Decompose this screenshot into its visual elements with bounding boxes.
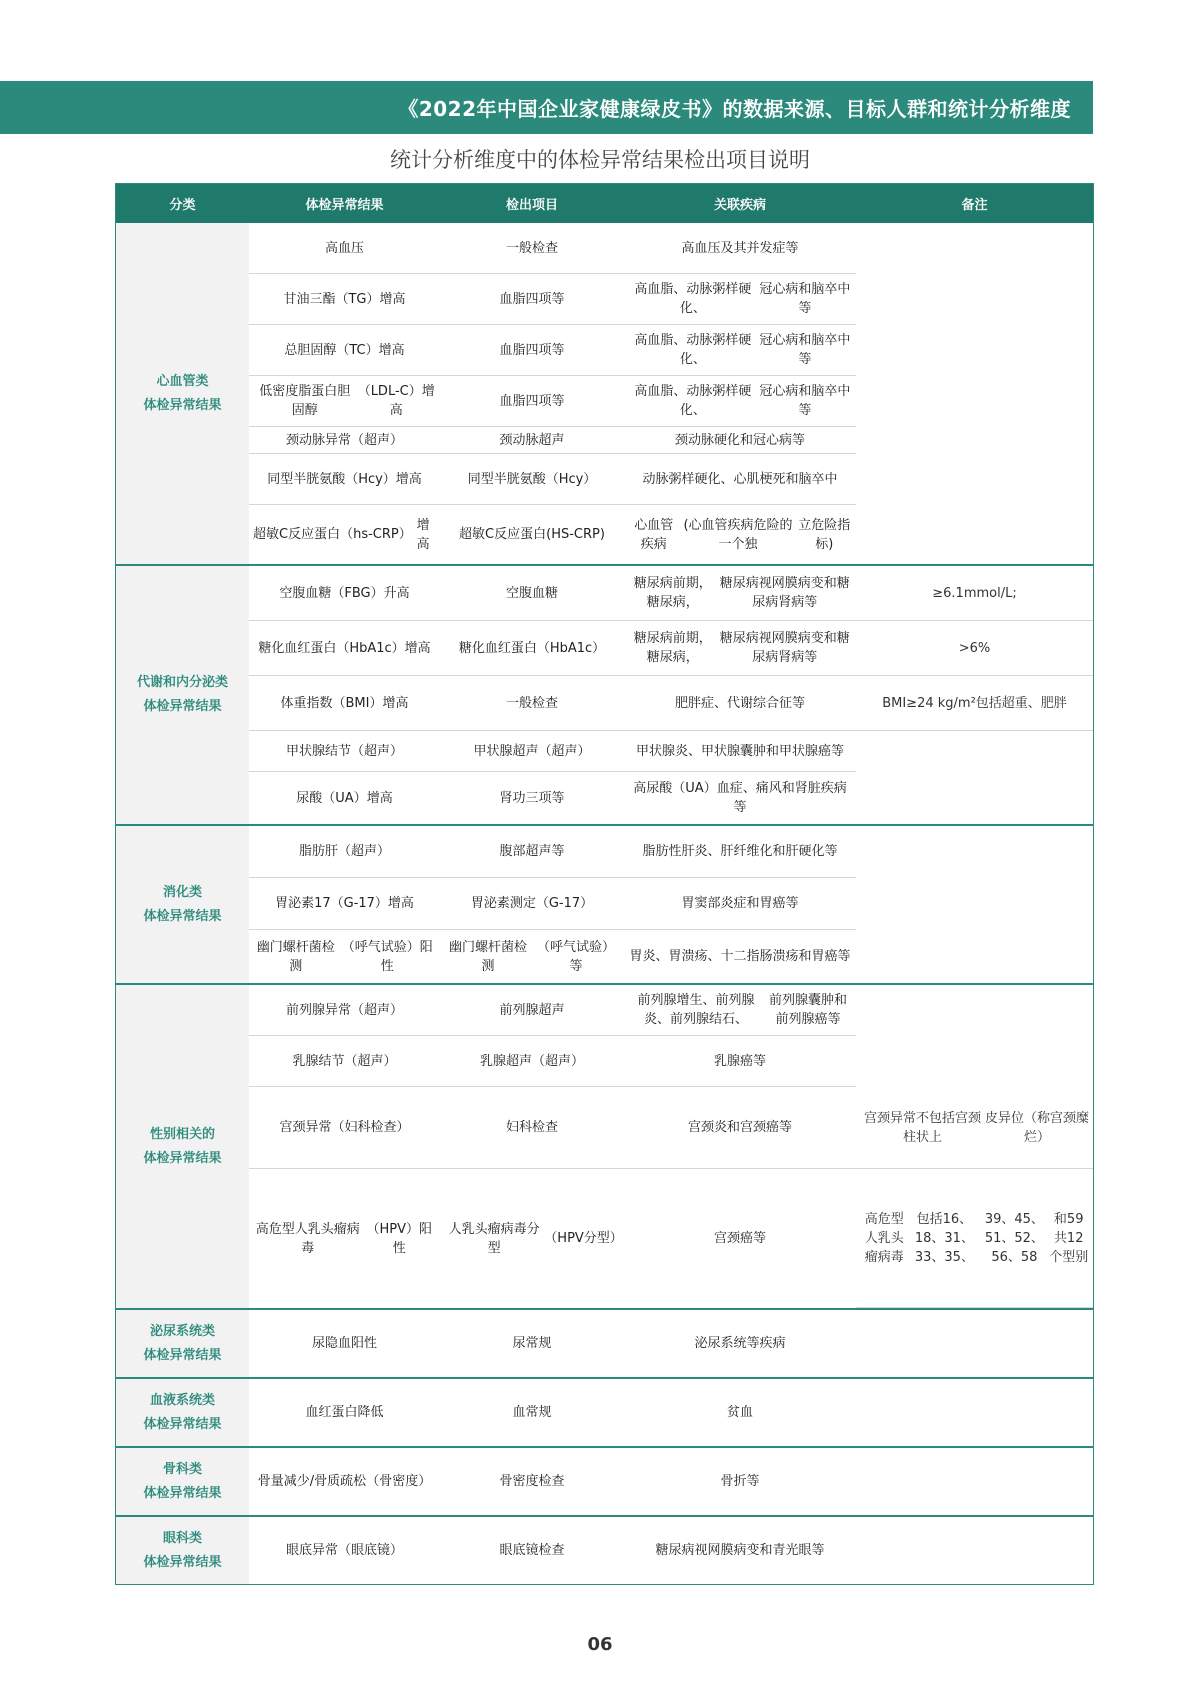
- text-line: 包括16、18、31、33、35、: [914, 1211, 974, 1265]
- result-cell: [249, 1169, 440, 1308]
- text-line: 糖尿病视网膜病变和青光眼等: [655, 1543, 825, 1558]
- disease-cell: [624, 826, 856, 877]
- note-cell: [856, 930, 1093, 983]
- text-line: 甘油三酯（TG）增高: [283, 291, 406, 307]
- category-group: [116, 1377, 1093, 1446]
- text-line: 动脉粥样硬化、心: [642, 471, 747, 487]
- disease-cell: [624, 1310, 856, 1377]
- text-line: 眼底异常（眼底镜）: [285, 1543, 403, 1558]
- text-line: 高血压及其并发症等: [681, 240, 799, 256]
- text-line: 心血管类: [156, 373, 209, 389]
- text-line: （呼气试验）等: [536, 939, 615, 974]
- table-row: [249, 505, 1093, 564]
- text-line: 和59共12个型别: [1049, 1211, 1089, 1265]
- text-line: 体检异常结果: [143, 908, 222, 924]
- result-cell: [249, 985, 440, 1035]
- category-cell: [116, 1379, 249, 1446]
- text-line: 血脂四项等: [499, 342, 565, 358]
- text-line: 高血脂、动脉粥样硬化、: [634, 333, 752, 367]
- table-row: [249, 731, 1093, 772]
- text-line: 颈动脉异常（超声）: [285, 432, 403, 448]
- text-line: 泌尿系统等疾病: [694, 1336, 786, 1351]
- text-line: (HS-CRP): [546, 527, 605, 542]
- text-line: BMI≥24 kg/m²: [882, 695, 976, 711]
- text-line: 肥胖症、代谢综合征等: [674, 695, 805, 711]
- item-cell: [440, 1169, 624, 1308]
- disease-cell: [624, 1448, 856, 1515]
- text-line: 颈动脉硬化和冠心病等: [674, 432, 805, 448]
- text-line: 眼科类: [162, 1530, 202, 1546]
- note-cell: [856, 274, 1093, 325]
- table-row: [249, 621, 1093, 676]
- item-cell: [440, 772, 624, 824]
- disease-cell: [624, 1169, 856, 1308]
- text-line: 前列腺囊肿和前列腺癌等: [768, 993, 847, 1027]
- item-cell: [440, 223, 624, 273]
- text-line: 体检异常结果: [143, 397, 222, 413]
- text-line: （呼气试验）阳性: [341, 939, 433, 974]
- result-cell: [249, 223, 440, 273]
- category-cell: [116, 985, 249, 1308]
- text-line: 糖化血红蛋白: [458, 640, 537, 656]
- result-cell: [249, 621, 440, 675]
- text-line: 尿隐血阳性: [311, 1336, 377, 1351]
- result-cell: [249, 1310, 440, 1377]
- disease-cell: [624, 1517, 856, 1584]
- text-line: 同型半胱氨酸（Hcy）: [467, 471, 597, 487]
- item-cell: [440, 454, 624, 504]
- text-line: 腹部超声等: [499, 844, 565, 859]
- category-group: [116, 1446, 1093, 1515]
- disease-cell: [624, 505, 856, 564]
- note-cell: [856, 772, 1093, 824]
- result-cell: [249, 1517, 440, 1584]
- item-cell: [440, 1087, 624, 1168]
- note-cell: [856, 1310, 1093, 1377]
- disease-cell: [624, 454, 856, 504]
- item-cell: [440, 621, 624, 675]
- text-line: 前列腺增生、前列腺炎、前列腺结石、: [637, 993, 755, 1027]
- note-cell: [856, 1517, 1093, 1584]
- category-cell: [116, 223, 249, 564]
- text-line: 十二指肠溃疡和胃癌等: [720, 949, 851, 964]
- table-row: [249, 772, 1093, 824]
- text-line: 体检异常结果: [143, 699, 222, 714]
- text-line: 宫颈癌等: [713, 1231, 766, 1246]
- result-cell: [249, 1448, 440, 1515]
- text-line: 冠心病和脑卒中等: [759, 384, 851, 418]
- note-cell: [856, 505, 1093, 564]
- table-row: [249, 223, 1093, 274]
- text-line: 超敏C反应蛋白（hs-CRP）: [253, 527, 412, 542]
- text-line: 乳腺超声（超声）: [479, 1053, 584, 1069]
- category-cell: [116, 826, 249, 983]
- note-cell: [856, 1036, 1093, 1087]
- table-row: [249, 325, 1093, 376]
- text-line: 39、45、51、52、56、58: [984, 1211, 1044, 1265]
- disease-cell: [624, 1379, 856, 1446]
- text-line: 宫颈异常（妇科检查）: [279, 1120, 410, 1135]
- text-line: 糖尿病前期，糖尿病，: [633, 631, 712, 665]
- result-cell: [249, 930, 440, 983]
- text-line: 一般检查: [505, 695, 558, 711]
- text-line: 体检异常结果: [143, 1347, 222, 1363]
- category-group: [116, 1308, 1093, 1377]
- item-cell: [440, 325, 624, 375]
- text-line: 贫血: [726, 1405, 753, 1420]
- text-line: 脂肪性肝炎、肝纤维化和肝硬化等: [642, 844, 838, 859]
- text-line: 高尿酸（UA）血症、痛风和肾脏疾病等: [633, 781, 847, 815]
- disease-cell: [624, 878, 856, 929]
- abnormal-results-table: [115, 183, 1094, 1585]
- table-row: [249, 985, 1093, 1036]
- text-line: 消化类: [162, 884, 202, 900]
- text-line: 乳腺癌等: [713, 1053, 766, 1069]
- text-line: 血常规: [512, 1405, 552, 1420]
- note-cell: [856, 1087, 1093, 1169]
- text-line: 性别相关的: [149, 1126, 215, 1142]
- table-title: 统计分析维度中的体检异常结果检出项目说明: [390, 148, 810, 172]
- text-line: 空腹血糖: [505, 585, 558, 601]
- disease-cell: [624, 274, 856, 324]
- note-cell: [856, 223, 1093, 274]
- result-cell: [249, 772, 440, 824]
- text-line: 脂肪肝（超声）: [298, 844, 390, 859]
- text-line: 骨量减少/骨质疏松: [257, 1474, 367, 1489]
- text-line: 尿酸（UA）增高: [296, 790, 393, 806]
- category-cell: [116, 1310, 249, 1377]
- note-cell: [856, 1448, 1093, 1515]
- item-cell: [440, 930, 624, 983]
- text-line: 颈动脉超声: [499, 432, 565, 448]
- disease-cell: [624, 325, 856, 375]
- text-line: ≥6.1mmol/L;: [932, 585, 1017, 601]
- result-cell: [249, 731, 440, 771]
- disease-cell: [624, 1087, 856, 1168]
- text-line: 宫颈异常不包括宫颈柱状上: [863, 1110, 981, 1145]
- result-cell: [249, 826, 440, 877]
- text-line: 高危型人乳头瘤病毒: [255, 1221, 360, 1256]
- item-cell: [440, 427, 624, 453]
- category-group: [116, 1515, 1093, 1584]
- result-cell: [249, 274, 440, 324]
- item-cell: [440, 826, 624, 877]
- text-line: 前列腺超声: [499, 1002, 565, 1018]
- note-cell: [856, 731, 1093, 772]
- table-row: [249, 427, 1093, 454]
- item-cell: [440, 985, 624, 1035]
- text-line: 骨科类: [162, 1461, 202, 1477]
- text-line: 宫颈炎和宫颈癌等: [687, 1120, 792, 1135]
- note-cell: [856, 1379, 1093, 1446]
- category-group: [116, 564, 1093, 824]
- text-line: 体检异常结果: [143, 1554, 222, 1570]
- category-group: [116, 983, 1093, 1308]
- text-line: 眼底镜检查: [499, 1543, 565, 1558]
- text-line: >6%: [958, 640, 991, 656]
- table-row: [249, 1517, 1093, 1584]
- result-cell: [249, 376, 440, 426]
- text-line: 高危型人乳头瘤病毒: [864, 1211, 904, 1265]
- table-row: [249, 1036, 1093, 1087]
- text-line: 妇科检查: [505, 1120, 558, 1135]
- text-line: 尿常规: [512, 1336, 552, 1351]
- table-row: [249, 1448, 1093, 1515]
- text-line: 胃泌素测定（G-17）: [470, 896, 594, 911]
- note-cell: [856, 985, 1093, 1036]
- item-cell: [440, 676, 624, 730]
- result-cell: [249, 454, 440, 504]
- result-cell: [249, 1087, 440, 1168]
- text-line: 空腹血糖（FBG）升高: [279, 585, 410, 601]
- text-line: 包括超重、肥胖: [975, 695, 1067, 711]
- result-cell: [249, 505, 440, 564]
- item-cell: [440, 1517, 624, 1584]
- result-cell: [249, 566, 440, 620]
- text-line: （HPV）阳性: [366, 1221, 433, 1256]
- result-cell: [249, 1036, 440, 1086]
- banner-title: 《2022年中国企业家健康绿皮书》的数据来源、目标人群和统计分析维度: [398, 97, 1071, 121]
- text-line: 甲状腺结节（超声）: [285, 743, 403, 759]
- table-row: [249, 676, 1093, 731]
- item-cell: [440, 1448, 624, 1515]
- text-line: 血脂四项等: [499, 393, 565, 409]
- text-line: 血脂四项等: [499, 291, 565, 307]
- header-category: 分类: [169, 198, 196, 213]
- result-cell: [249, 1379, 440, 1446]
- table-row: [249, 376, 1093, 427]
- table-row: [249, 1379, 1093, 1446]
- item-cell: [440, 376, 624, 426]
- category-cell: [116, 1517, 249, 1584]
- header-note: 备注: [961, 198, 988, 213]
- text-line: 低密度脂蛋白胆固醇: [259, 384, 351, 418]
- table-row: [249, 878, 1093, 930]
- text-line: 幽门螺杆菌检测: [256, 939, 335, 974]
- text-line: 同型半胱氨酸（Hcy）增高: [267, 471, 422, 487]
- note-cell: [856, 878, 1093, 930]
- disease-cell: [624, 223, 856, 273]
- result-cell: [249, 878, 440, 929]
- disease-cell: [624, 566, 856, 620]
- text-line: 泌尿系统类: [149, 1323, 215, 1339]
- item-cell: [440, 1379, 624, 1446]
- text-line: 高血脂、动脉粥样硬化、: [634, 282, 752, 316]
- table-header: [116, 184, 1093, 223]
- disease-cell: [624, 621, 856, 675]
- table-row: [249, 826, 1093, 878]
- header-item: 检出项目: [505, 198, 558, 213]
- section-banner: [0, 81, 1093, 134]
- text-line: 皮异位（称宫颈糜烂）: [984, 1110, 1089, 1145]
- text-line: （HPV分型）: [544, 1231, 623, 1246]
- text-line: 糖化血红蛋白（HbA1c）: [258, 640, 405, 656]
- table-row: [249, 930, 1093, 983]
- text-line: 骨密度检查: [499, 1474, 565, 1489]
- text-line: （LDL-C）增高: [357, 384, 435, 418]
- text-line: 胃炎、胃溃疡、: [629, 949, 721, 964]
- text-line: 人乳头瘤病毒分型: [448, 1221, 540, 1256]
- page-number: 06: [587, 1634, 613, 1655]
- item-cell: [440, 1310, 624, 1377]
- text-line: 肾功三项等: [499, 790, 565, 806]
- category-group: [116, 223, 1093, 564]
- text-line: 体检异常结果: [143, 1150, 222, 1166]
- text-line: 高血脂、动脉粥样硬化、: [634, 384, 752, 418]
- note-cell: [856, 427, 1093, 454]
- text-line: 代谢和内分泌类: [136, 675, 228, 690]
- category-cell: [116, 566, 249, 824]
- disease-cell: [624, 930, 856, 983]
- text-line: 总胆固醇（TC）增高: [284, 342, 405, 358]
- item-cell: [440, 566, 624, 620]
- text-line: 体检异常结果: [143, 1485, 222, 1501]
- result-cell: [249, 676, 440, 730]
- text-line: 肌梗死和脑卒中: [746, 471, 838, 487]
- text-line: 一般检查: [505, 240, 558, 256]
- note-cell: [856, 676, 1093, 731]
- text-line: 高血压: [324, 240, 364, 256]
- item-cell: [440, 878, 624, 929]
- disease-cell: [624, 772, 856, 824]
- category-cell: [116, 1448, 249, 1515]
- note-cell: [856, 826, 1093, 878]
- disease-cell: [624, 376, 856, 426]
- text-line: （骨密度）: [366, 1474, 432, 1489]
- text-line: 体重指数（BMI）增高: [280, 695, 409, 711]
- text-line: 胃泌素17（G-17）增高: [275, 896, 414, 911]
- result-cell: [249, 325, 440, 375]
- item-cell: [440, 274, 624, 324]
- item-cell: [440, 505, 624, 564]
- text-line: 骨折等: [720, 1474, 760, 1489]
- text-line: 超敏C反应蛋白: [459, 527, 547, 542]
- text-line: 糖尿病视网膜病变和糖尿病肾病等: [719, 576, 850, 610]
- text-line: 血红蛋白降低: [305, 1405, 384, 1420]
- note-cell: [856, 566, 1093, 621]
- text-line: 血液系统类: [149, 1392, 215, 1408]
- text-line: 增高: [416, 517, 430, 552]
- note-cell: [856, 621, 1093, 676]
- text-line: 甲状腺超声（超声）: [473, 743, 591, 759]
- text-line: 甲状腺炎、甲状腺囊肿和甲状腺癌等: [635, 743, 844, 759]
- text-line: 前列腺异常（超声）: [285, 1002, 403, 1018]
- text-line: 增高: [404, 640, 431, 656]
- text-line: 糖尿病视网膜病变和糖尿病肾病等: [719, 631, 850, 665]
- text-line: 立危险指标): [798, 517, 851, 552]
- note-cell: [856, 454, 1093, 505]
- header-result: 体检异常结果: [305, 198, 384, 213]
- category-group: [116, 824, 1093, 983]
- table-row: [249, 566, 1093, 621]
- disease-cell: [624, 985, 856, 1035]
- text-line: 糖尿病前期，糖尿病，: [633, 576, 712, 610]
- disease-cell: [624, 731, 856, 771]
- header-disease: 关联疾病: [713, 198, 766, 213]
- table-row: [249, 1169, 1093, 1308]
- result-cell: [249, 427, 440, 453]
- disease-cell: [624, 1036, 856, 1086]
- table-row: [249, 274, 1093, 325]
- text-line: (心血管疾病危险的一个独: [683, 517, 793, 552]
- note-cell: [856, 1169, 1093, 1308]
- note-cell: [856, 376, 1093, 427]
- item-cell: [440, 731, 624, 771]
- table-row: [249, 1310, 1093, 1377]
- table-row: [249, 454, 1093, 505]
- text-line: （HbA1c）: [536, 640, 606, 656]
- text-line: 冠心病和脑卒中等: [759, 333, 851, 367]
- text-line: 冠心病和脑卒中等: [759, 282, 851, 316]
- item-cell: [440, 1036, 624, 1086]
- text-line: 心血管疾病: [634, 517, 674, 552]
- text-line: 体检异常结果: [143, 1416, 222, 1432]
- disease-cell: [624, 676, 856, 730]
- note-cell: [856, 325, 1093, 376]
- text-line: 幽门螺杆菌检测: [448, 939, 527, 974]
- text-line: 乳腺结节（超声）: [292, 1053, 397, 1069]
- disease-cell: [624, 427, 856, 453]
- text-line: 胃窦部炎症和胃癌等: [681, 896, 799, 911]
- table-row: [249, 1087, 1093, 1169]
